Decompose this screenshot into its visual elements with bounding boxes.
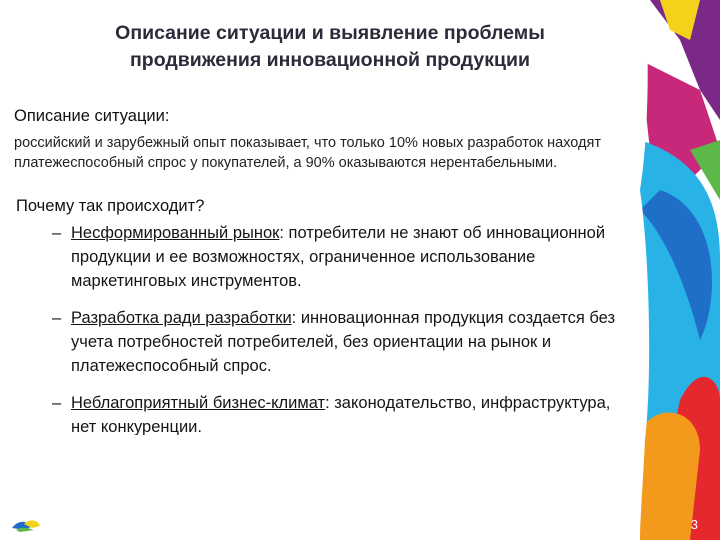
reason-item-1	[14, 221, 631, 293]
title-line-1: Описание ситуации и выявление проблемы	[115, 22, 545, 44]
slide-title	[40, 20, 620, 74]
reason-lead: Неблагоприятный бизнес-климат	[71, 394, 326, 412]
dash-bullet: –	[52, 394, 62, 412]
logo	[12, 518, 40, 532]
reason-text: : потребители не знают об инновационной продукции и ее возможностях, ограниченное использование маркетинговых инструментов.	[71, 224, 606, 290]
reason-lead: Несформированный рынок	[71, 224, 280, 242]
why-heading: Почему так происходит?	[16, 197, 205, 215]
page-number: 3	[690, 517, 698, 532]
situation-heading: Описание ситуации:	[14, 107, 170, 125]
reasons-list	[14, 221, 639, 435]
reason-lead: Разработка ради разработки	[71, 309, 292, 327]
dash-bullet: –	[52, 309, 62, 327]
reason-text: : законодательство, инфраструктура, нет конкуренции.	[71, 394, 611, 435]
situation-text: российский и зарубежный опыт показывает, что только 10% новых разработок находят платежеспособный спрос у покупателей, а 90% оказываются нерентабельными.	[14, 135, 601, 171]
reason-item-2	[14, 306, 631, 378]
dash-bullet: –	[52, 224, 62, 242]
reason-item-3	[14, 391, 631, 435]
reason-text: : инновационная продукция создается без учета потребностей потребителей, без ориентации на рынок и платежеспособный спрос.	[71, 309, 616, 375]
title-line-2: продвижения инновационной продукции	[130, 49, 530, 71]
slide-content	[14, 105, 639, 435]
